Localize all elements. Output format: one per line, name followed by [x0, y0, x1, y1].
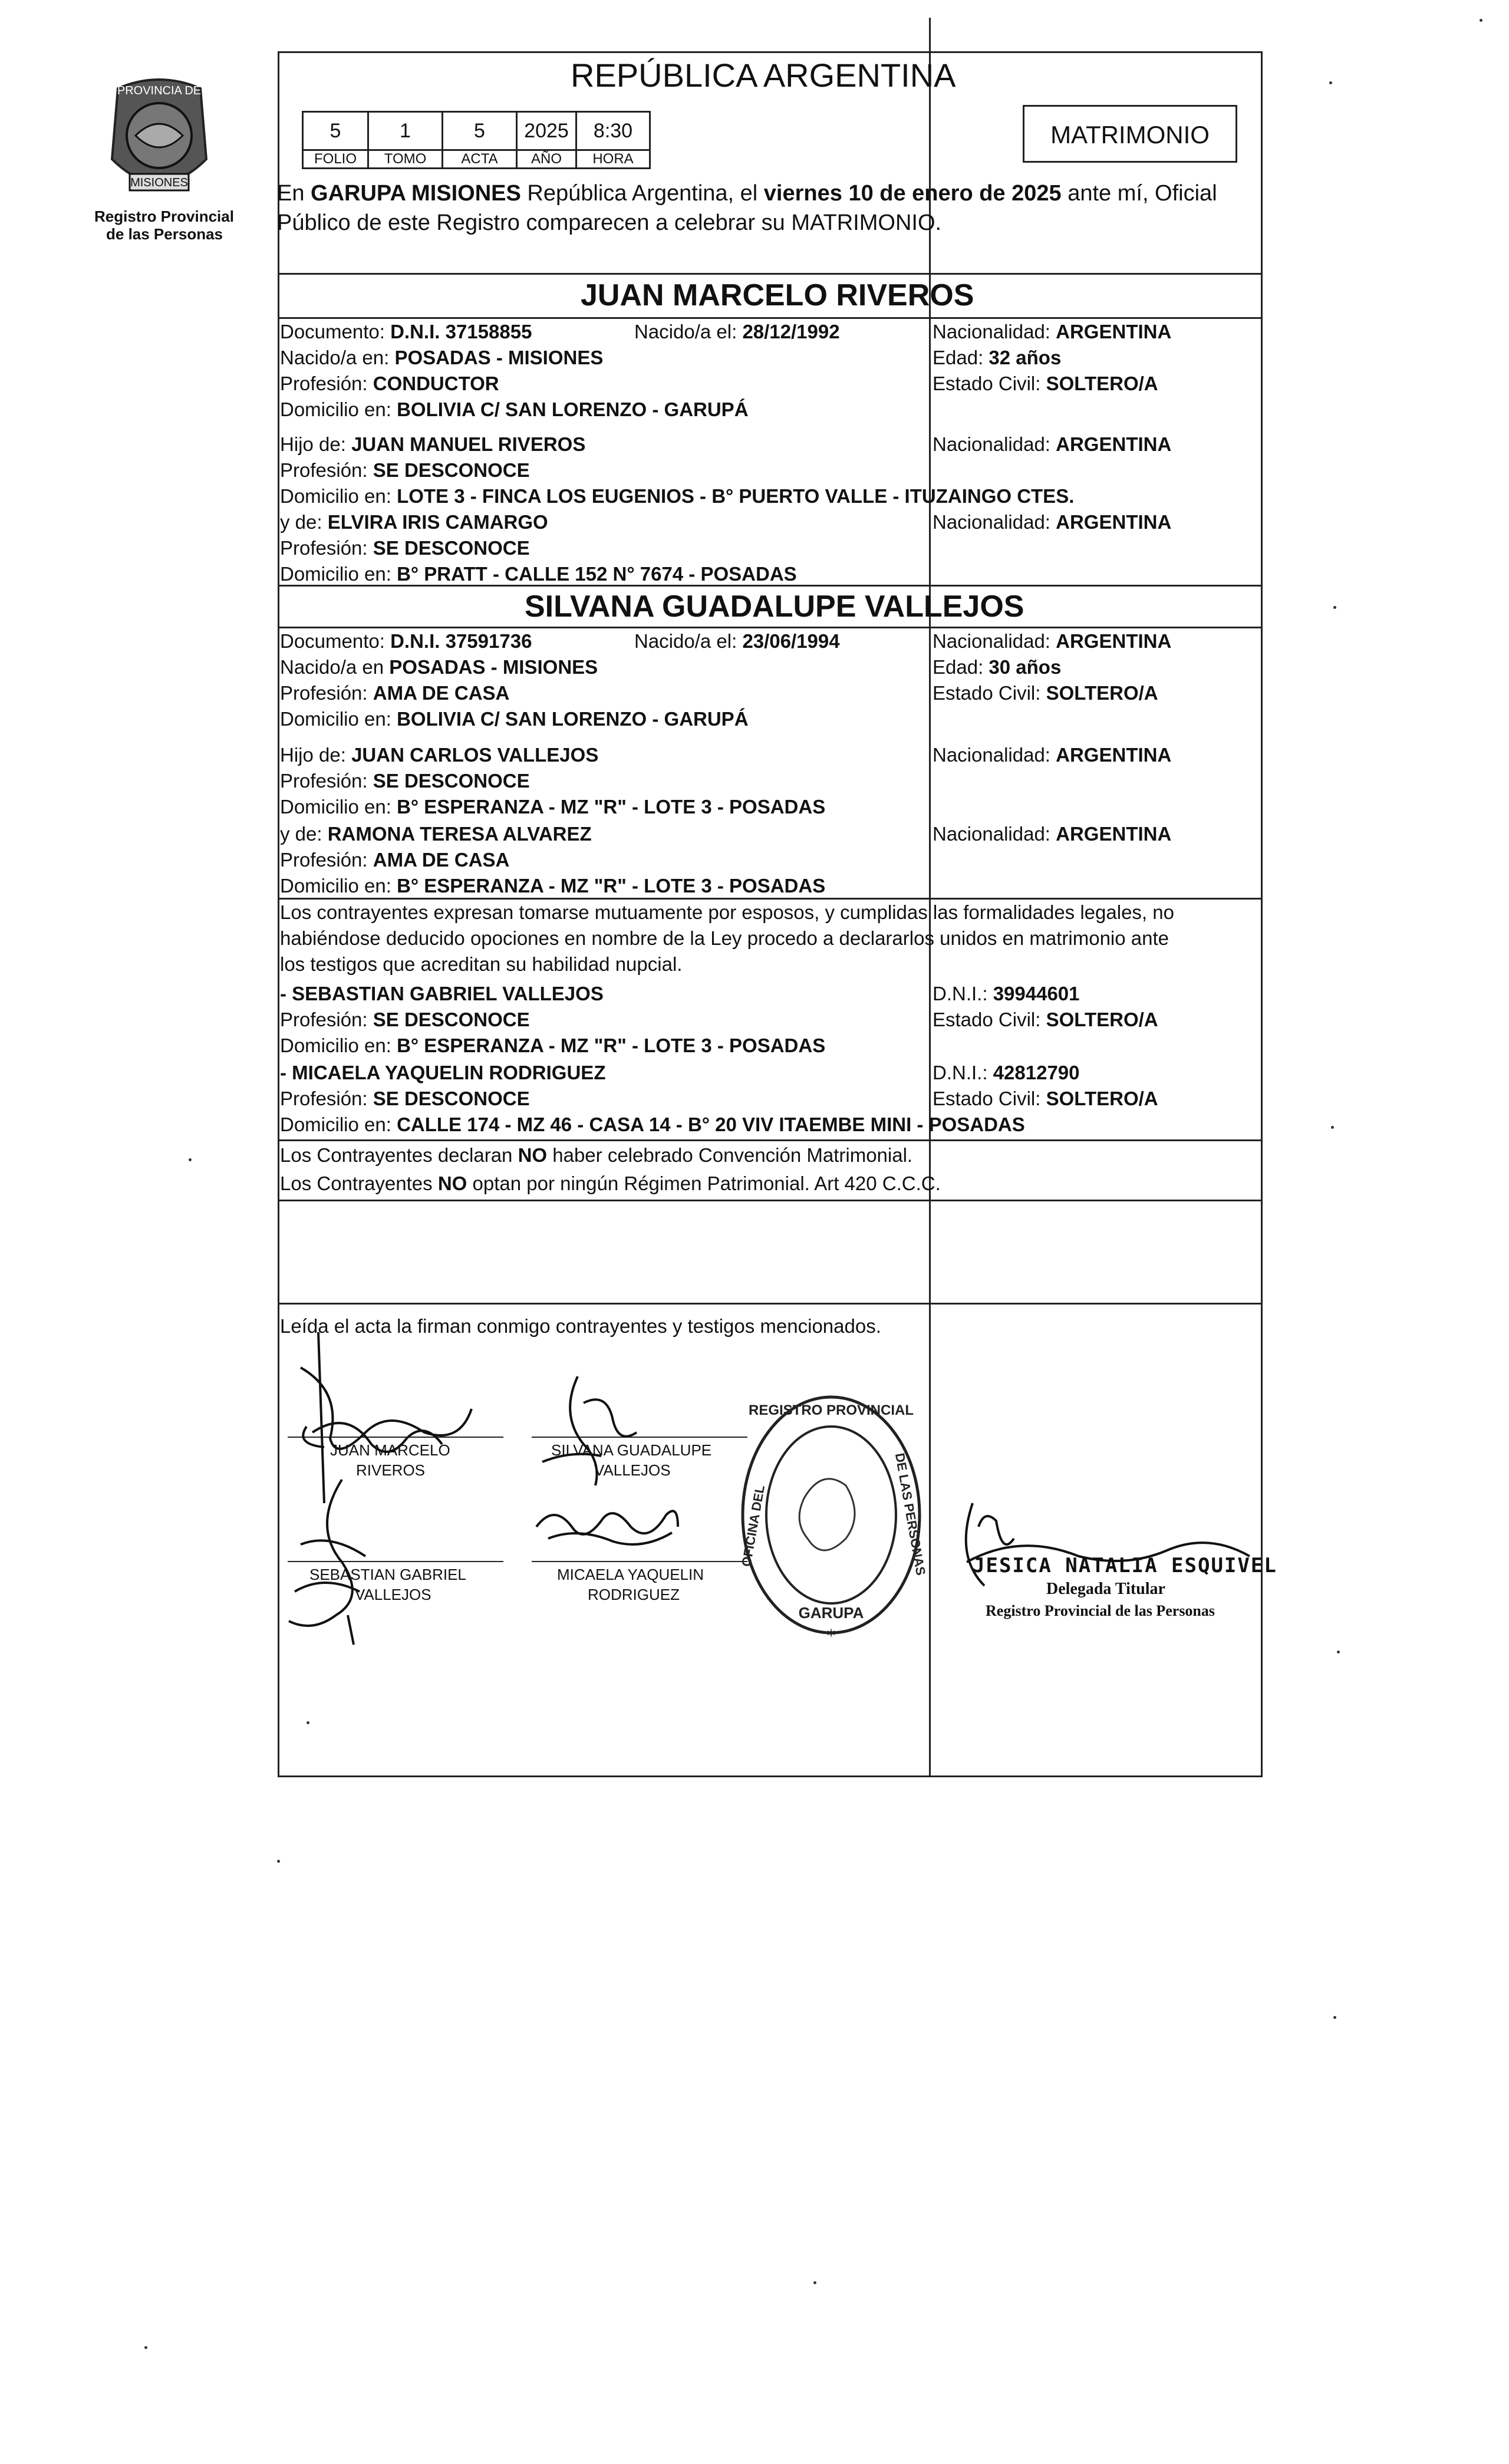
spouse1-edad: Edad: 32 años [933, 347, 1062, 368]
spouse1-padre: Hijo de: JUAN MANUEL RIVEROS [280, 433, 586, 455]
tomo-label: TOMO [368, 150, 443, 169]
scan-speck [307, 1721, 309, 1724]
scan-speck [144, 2346, 147, 2349]
witness2-estado-civil: Estado Civil: SOLTERO/A [933, 1088, 1158, 1109]
stamp-ring-top: REGISTRO PROVINCIAL [748, 1402, 914, 1418]
spouse2-padre: Hijo de: JUAN CARLOS VALLEJOS [280, 744, 599, 766]
folio-label: FOLIO [303, 150, 368, 169]
folio-value: 5 [303, 112, 368, 150]
scan-speck [1333, 606, 1336, 609]
witness1-domicilio: Domicilio en: B° ESPERANZA - MZ "R" - LOTE 3 - POSADAS [280, 1035, 826, 1056]
signature1-line1: JUAN MARCELO [330, 1441, 450, 1459]
spouse1-madre-domicilio: Domicilio en: B° PRATT - CALLE 152 N° 7674 - POSADAS [280, 563, 797, 585]
spouse1-nacionalidad: Nacionalidad: ARGENTINA [933, 321, 1172, 342]
divider [278, 1303, 1263, 1305]
scan-speck [1333, 2016, 1336, 2019]
divider [278, 627, 1263, 628]
scan-speck [189, 1158, 192, 1161]
scan-speck [1480, 19, 1482, 22]
hora-value: 8:30 [576, 112, 650, 150]
misiones-emblem-icon [83, 71, 236, 206]
stamp-ring-bottom: GARUPA [798, 1604, 864, 1622]
signature3-line1: SEBASTIAN GABRIEL [309, 1566, 466, 1583]
ano-label: AÑO [517, 150, 576, 169]
scan-speck [1329, 81, 1332, 84]
officer-office: Registro Provincial de las Personas [986, 1602, 1215, 1619]
declaration-line1: Los contrayentes expresan tomarse mutuamente por esposos, y cumplidas las formalidades legales, no [280, 901, 1174, 923]
intro-line2: Público de este Registro comparecen a celebrar su MATRIMONIO. [277, 210, 942, 235]
record-type-box [1023, 105, 1237, 163]
spouse1-documento: Documento: D.N.I. 37158855 [280, 321, 532, 342]
spouse1-madre: y de: ELVIRA IRIS CAMARGO [280, 511, 548, 533]
record-type: MATRIMONIO [1050, 121, 1210, 149]
registry-logo [83, 71, 236, 248]
spouse2-madre-profesion: Profesión: AMA DE CASA [280, 849, 510, 871]
regime-line1: Los Contrayentes declaran NO haber celebrado Convención Matrimonial. [280, 1144, 913, 1166]
scan-speck [813, 2281, 816, 2284]
spouse2-domicilio: Domicilio en: BOLIVIA C/ SAN LORENZO - GARUPÁ [280, 708, 749, 730]
spouse2-padre-nacionalidad: Nacionalidad: ARGENTINA [933, 744, 1172, 766]
tomo-value: 1 [368, 112, 443, 150]
witness2-dni: D.N.I.: 42812790 [933, 1062, 1080, 1083]
divider [278, 1200, 1263, 1201]
spouse1-name: JUAN MARCELO RIVEROS [581, 278, 974, 312]
spouse1-estado-civil: Estado Civil: SOLTERO/A [933, 373, 1158, 394]
emblem-text-bottom: MISIONES [130, 176, 188, 189]
signature-line [532, 1561, 747, 1562]
spouse1-padre-profesion: Profesión: SE DESCONOCE [280, 459, 530, 481]
signature2-line2: VALLEJOS [594, 1461, 671, 1479]
closing-statement: Leída el acta la firman conmigo contrayentes y testigos mencionados. [280, 1315, 881, 1337]
officer-name: JESICA NATALIA ESQUIVEL [973, 1554, 1277, 1577]
signature-scribble-micaela [531, 1491, 684, 1556]
stamp-ring-left: OFICINA DEL [739, 1484, 768, 1568]
spouse1-profesion: Profesión: CONDUCTOR [280, 373, 499, 394]
spouse1-domicilio: Domicilio en: BOLIVIA C/ SAN LORENZO - GARUPÁ [280, 398, 749, 420]
regime-line2: Los Contrayentes NO optan por ningún Régimen Patrimonial. Art 420 C.C.C. [280, 1172, 941, 1194]
intro-prefix: En [277, 181, 311, 206]
witness1-dni: D.N.I.: 39944601 [933, 983, 1080, 1004]
signature-scribble-vallejos [525, 1368, 666, 1503]
witness1-estado-civil: Estado Civil: SOLTERO/A [933, 1009, 1158, 1030]
spouse2-madre-domicilio: Domicilio en: B° ESPERANZA - MZ "R" - LOTE 3 - POSADAS [280, 875, 826, 897]
spouse1-padre-domicilio: Domicilio en: LOTE 3 - FINCA LOS EUGENIOS - B° PUERTO VALLE - ITUZAINGO CTES. [280, 485, 1075, 507]
spouse1-madre-nacionalidad: Nacionalidad: ARGENTINA [933, 511, 1172, 533]
witness2-profesion: Profesión: SE DESCONOCE [280, 1088, 530, 1109]
spouse2-nacionalidad: Nacionalidad: ARGENTINA [933, 630, 1172, 652]
hora-label: HORA [576, 150, 650, 169]
ano-value: 2025 [517, 112, 576, 150]
scan-speck [277, 1860, 280, 1863]
officer-role: Delegada Titular [1046, 1580, 1165, 1598]
signature4-line2: RODRIGUEZ [588, 1586, 680, 1603]
divider [278, 898, 1263, 900]
spouse2-padre-domicilio: Domicilio en: B° ESPERANZA - MZ "R" - LOTE 3 - POSADAS [280, 796, 826, 818]
record-header-table [302, 111, 651, 169]
witness1-name: - SEBASTIAN GABRIEL VALLEJOS [280, 983, 604, 1004]
declaration-line3: los testigos que acreditan su habilidad nupcial. [280, 953, 683, 975]
official-stamp-icon [734, 1385, 928, 1645]
intro-mid2: ante mí, Oficial [1061, 181, 1217, 206]
acta-label: ACTA [443, 150, 517, 169]
spouse2-edad: Edad: 30 años [933, 656, 1062, 678]
witness2-domicilio: Domicilio en: CALLE 174 - MZ 46 - CASA 14 - B° 20 VIV ITAEMBE MINI - POSADAS [280, 1114, 1025, 1135]
spouse2-madre: y de: RAMONA TERESA ALVAREZ [280, 823, 592, 845]
spouse2-profesion: Profesión: AMA DE CASA [280, 682, 510, 704]
signature-scribble-sebastian [277, 1474, 395, 1651]
spouse2-nacido-el: Nacido/a el: 23/06/1994 [634, 630, 840, 652]
witness1-profesion: Profesión: SE DESCONOCE [280, 1009, 530, 1030]
stamp-ring-right: DE LAS PERSONAS [892, 1451, 928, 1577]
logo-caption-line2: de las Personas [106, 225, 223, 243]
spouse2-padre-profesion: Profesión: SE DESCONOCE [280, 770, 530, 792]
spouse2-estado-civil: Estado Civil: SOLTERO/A [933, 682, 1158, 704]
divider [278, 317, 1263, 319]
declaration-line2: habiéndose deducido opociones en nombre de la Ley procedo a declararlos unidos en matrimonio ante [280, 927, 1169, 949]
acta-value: 5 [443, 112, 517, 150]
spouse1-nacido-el: Nacido/a el: 28/12/1992 [634, 321, 840, 342]
signature2-line1: SILVANA GUADALUPE [551, 1441, 712, 1459]
scan-speck [1331, 1126, 1334, 1129]
page-title: REPÚBLICA ARGENTINA [571, 57, 956, 94]
spouse2-name: SILVANA GUADALUPE VALLEJOS [525, 589, 1024, 624]
intro-place: GARUPA MISIONES [311, 181, 521, 206]
signature1-line2: RIVEROS [356, 1461, 426, 1479]
spouse2-documento: Documento: D.N.I. 37591736 [280, 630, 532, 652]
spouse2-nacido-en: Nacido/a en POSADAS - MISIONES [280, 656, 598, 678]
logo-caption-line1: Registro Provincial [94, 207, 234, 225]
divider [278, 273, 1263, 275]
intro-date: viernes 10 de enero de 2025 [763, 181, 1062, 206]
signature3-line2: VALLEJOS [355, 1586, 431, 1603]
signature4-line1: MICAELA YAQUELIN [557, 1566, 704, 1583]
intro-mid1: República Argentina, el [520, 181, 764, 206]
witness2-name: - MICAELA YAQUELIN RODRIGUEZ [280, 1062, 606, 1083]
scan-speck [1337, 1651, 1340, 1653]
emblem-text-top: PROVINCIA DE [117, 84, 202, 97]
spouse2-madre-nacionalidad: Nacionalidad: ARGENTINA [933, 823, 1172, 845]
intro-line1 [277, 180, 1217, 206]
spouse1-madre-profesion: Profesión: SE DESCONOCE [280, 537, 530, 559]
spouse1-nacido-en: Nacido/a en: POSADAS - MISIONES [280, 347, 604, 368]
spouse1-padre-nacionalidad: Nacionalidad: ARGENTINA [933, 433, 1172, 455]
divider [278, 1139, 1263, 1141]
stamp-star-icon: ✶ [825, 1626, 837, 1641]
